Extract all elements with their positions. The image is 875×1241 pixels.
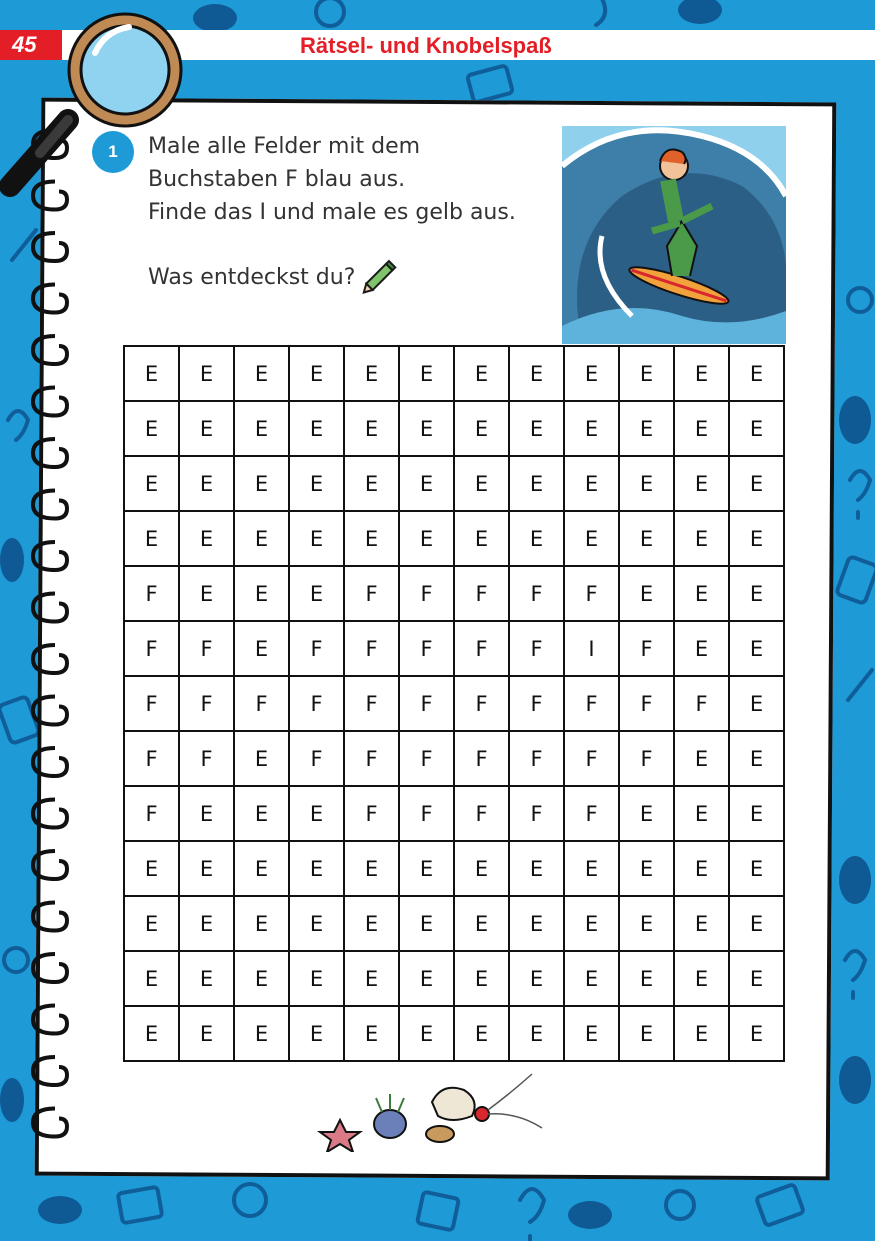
grid-cell[interactable]: E	[344, 346, 399, 401]
grid-cell[interactable]: E	[454, 896, 509, 951]
grid-cell[interactable]: F	[289, 676, 344, 731]
grid-cell[interactable]: F	[399, 786, 454, 841]
grid-cell[interactable]: E	[729, 1006, 784, 1061]
page-number: 45	[0, 30, 62, 60]
grid-cell[interactable]: E	[124, 896, 179, 951]
grid-cell[interactable]: E	[619, 951, 674, 1006]
instruction-line-3: Finde das I und male es gelb aus.	[148, 200, 516, 225]
grid-cell[interactable]: F	[124, 731, 179, 786]
grid-cell[interactable]: E	[289, 511, 344, 566]
grid-cell[interactable]: E	[234, 731, 289, 786]
grid-cell[interactable]: E	[564, 511, 619, 566]
grid-cell[interactable]: E	[564, 346, 619, 401]
page-title: Rätsel- und Knobelspaß	[300, 33, 552, 58]
grid-cell[interactable]: E	[124, 1006, 179, 1061]
shells-starfish-decoration	[312, 1072, 552, 1152]
grid-cell[interactable]: E	[729, 511, 784, 566]
grid-cell[interactable]: F	[619, 621, 674, 676]
grid-cell[interactable]: E	[729, 731, 784, 786]
grid-cell[interactable]: E	[619, 566, 674, 621]
grid-cell[interactable]: E	[454, 401, 509, 456]
question-text: Was entdeckst du?	[148, 265, 356, 290]
grid-cell[interactable]: F	[344, 621, 399, 676]
spiral-binding	[0, 120, 90, 1170]
grid-cell[interactable]: E	[619, 841, 674, 896]
grid-cell[interactable]: F	[619, 731, 674, 786]
grid-cell[interactable]: E	[564, 841, 619, 896]
grid-cell[interactable]: E	[399, 401, 454, 456]
grid-cell[interactable]: E	[344, 896, 399, 951]
grid-cell[interactable]: E	[289, 566, 344, 621]
grid-cell[interactable]: E	[674, 511, 729, 566]
grid-cell[interactable]: E	[729, 951, 784, 1006]
grid-row	[124, 786, 784, 841]
grid-cell[interactable]: F	[344, 566, 399, 621]
grid-cell[interactable]: F	[399, 731, 454, 786]
grid-row	[124, 731, 784, 786]
grid-cell[interactable]: E	[234, 896, 289, 951]
grid-cell[interactable]: F	[619, 676, 674, 731]
grid-cell[interactable]: F	[564, 731, 619, 786]
grid-cell[interactable]: E	[179, 401, 234, 456]
grid-cell[interactable]: E	[729, 786, 784, 841]
grid-cell[interactable]: E	[399, 346, 454, 401]
grid-cell[interactable]: F	[399, 676, 454, 731]
grid-cell[interactable]: E	[179, 841, 234, 896]
grid-cell[interactable]: E	[234, 346, 289, 401]
grid-cell[interactable]: E	[729, 676, 784, 731]
grid-cell[interactable]: F	[179, 676, 234, 731]
grid-cell[interactable]: E	[564, 401, 619, 456]
grid-cell[interactable]: E	[399, 951, 454, 1006]
grid-cell[interactable]: E	[454, 511, 509, 566]
grid-cell[interactable]: E	[344, 1006, 399, 1061]
pencil-icon	[358, 258, 400, 298]
grid-cell[interactable]: F	[124, 676, 179, 731]
grid-row	[124, 566, 784, 621]
grid-cell[interactable]: E	[179, 1006, 234, 1061]
grid-cell[interactable]: E	[729, 456, 784, 511]
grid-cell[interactable]: E	[344, 951, 399, 1006]
grid-cell[interactable]: E	[509, 841, 564, 896]
grid-cell[interactable]: E	[729, 621, 784, 676]
grid-cell[interactable]: E	[234, 401, 289, 456]
grid-cell[interactable]: F	[124, 621, 179, 676]
grid-cell[interactable]: E	[179, 951, 234, 1006]
grid-cell[interactable]: E	[289, 786, 344, 841]
grid-cell[interactable]: E	[344, 511, 399, 566]
grid-cell[interactable]: E	[509, 951, 564, 1006]
grid-cell[interactable]: E	[179, 456, 234, 511]
grid-cell[interactable]: E	[509, 401, 564, 456]
grid-cell[interactable]: F	[564, 786, 619, 841]
grid-cell[interactable]: E	[234, 621, 289, 676]
grid-cell[interactable]: F	[454, 786, 509, 841]
letter-grid	[123, 345, 785, 1062]
grid-cell[interactable]: E	[674, 841, 729, 896]
grid-row	[124, 676, 784, 731]
grid-cell[interactable]: E	[729, 566, 784, 621]
grid-cell[interactable]: E	[344, 401, 399, 456]
grid-cell[interactable]: F	[124, 786, 179, 841]
grid-cell[interactable]: E	[399, 456, 454, 511]
grid-cell[interactable]: E	[674, 1006, 729, 1061]
grid-cell[interactable]: E	[289, 346, 344, 401]
grid-cell[interactable]: E	[454, 456, 509, 511]
grid-row	[124, 896, 784, 951]
grid-cell[interactable]: E	[674, 621, 729, 676]
grid-cell[interactable]: E	[124, 841, 179, 896]
grid-cell[interactable]: E	[124, 346, 179, 401]
grid-cell[interactable]: F	[674, 676, 729, 731]
grid-cell[interactable]: E	[674, 951, 729, 1006]
grid-cell[interactable]: E	[674, 896, 729, 951]
grid-cell[interactable]: E	[454, 1006, 509, 1061]
grid-cell[interactable]: E	[619, 896, 674, 951]
grid-cell[interactable]: F	[399, 566, 454, 621]
grid-cell[interactable]: F	[509, 676, 564, 731]
task-number-badge: 1	[92, 131, 134, 173]
grid-cell[interactable]: E	[234, 786, 289, 841]
grid-cell[interactable]: E	[619, 1006, 674, 1061]
grid-cell[interactable]: F	[454, 731, 509, 786]
grid-cell[interactable]: F	[289, 621, 344, 676]
grid-cell[interactable]: F	[454, 566, 509, 621]
grid-cell[interactable]: E	[509, 1006, 564, 1061]
grid-cell[interactable]: F	[509, 731, 564, 786]
grid-cell[interactable]: E	[619, 786, 674, 841]
grid-cell[interactable]: F	[234, 676, 289, 731]
grid-cell[interactable]: E	[729, 346, 784, 401]
grid-cell[interactable]: E	[289, 841, 344, 896]
grid-cell[interactable]: E	[674, 786, 729, 841]
grid-cell[interactable]: E	[399, 841, 454, 896]
grid-row	[124, 951, 784, 1006]
grid-cell[interactable]: E	[124, 951, 179, 1006]
grid-cell[interactable]: E	[289, 456, 344, 511]
grid-cell[interactable]: F	[454, 621, 509, 676]
grid-cell[interactable]: E	[234, 566, 289, 621]
grid-cell[interactable]: F	[344, 676, 399, 731]
grid-row	[124, 401, 784, 456]
grid-cell[interactable]: E	[344, 841, 399, 896]
grid-cell[interactable]: E	[399, 511, 454, 566]
grid-cell[interactable]: E	[234, 511, 289, 566]
grid-cell[interactable]: E	[234, 1006, 289, 1061]
grid-cell[interactable]: E	[509, 456, 564, 511]
grid-cell[interactable]: E	[454, 346, 509, 401]
grid-cell[interactable]: E	[179, 511, 234, 566]
grid-cell[interactable]: E	[619, 401, 674, 456]
grid-cell[interactable]: E	[619, 511, 674, 566]
grid-cell[interactable]: F	[399, 621, 454, 676]
grid-cell[interactable]: F	[344, 786, 399, 841]
grid-cell[interactable]: F	[179, 731, 234, 786]
grid-cell[interactable]: E	[289, 951, 344, 1006]
grid-cell[interactable]: E	[674, 346, 729, 401]
grid-cell[interactable]: F	[509, 566, 564, 621]
grid-cell[interactable]: E	[619, 346, 674, 401]
grid-cell[interactable]: E	[454, 951, 509, 1006]
grid-cell[interactable]: I	[564, 621, 619, 676]
grid-cell[interactable]: E	[234, 456, 289, 511]
grid-cell[interactable]: E	[124, 511, 179, 566]
grid-cell[interactable]: E	[179, 346, 234, 401]
grid-row	[124, 1006, 784, 1061]
grid-cell[interactable]: E	[124, 401, 179, 456]
grid-cell[interactable]: E	[674, 566, 729, 621]
grid-cell[interactable]: E	[179, 566, 234, 621]
grid-cell[interactable]: E	[289, 401, 344, 456]
grid-cell[interactable]: F	[509, 786, 564, 841]
grid-cell[interactable]: E	[674, 456, 729, 511]
grid-cell[interactable]: F	[564, 566, 619, 621]
grid-row	[124, 346, 784, 401]
grid-cell[interactable]: F	[564, 676, 619, 731]
grid-cell[interactable]: F	[124, 566, 179, 621]
grid-cell[interactable]: E	[729, 401, 784, 456]
grid-cell[interactable]: E	[564, 896, 619, 951]
grid-cell[interactable]: F	[179, 621, 234, 676]
grid-cell[interactable]: E	[674, 731, 729, 786]
instruction-line-1: Male alle Felder mit dem	[148, 134, 421, 159]
grid-cell[interactable]: E	[619, 456, 674, 511]
instruction-line-2: Buchstaben F blau aus.	[148, 167, 406, 192]
grid-cell[interactable]: F	[509, 621, 564, 676]
grid-cell[interactable]: E	[454, 841, 509, 896]
grid-cell[interactable]: E	[179, 786, 234, 841]
grid-cell[interactable]: E	[729, 841, 784, 896]
grid-cell[interactable]: E	[674, 401, 729, 456]
grid-cell[interactable]: E	[509, 346, 564, 401]
grid-cell[interactable]: E	[124, 456, 179, 511]
grid-cell[interactable]: E	[234, 951, 289, 1006]
grid-cell[interactable]: F	[344, 731, 399, 786]
grid-row	[124, 456, 784, 511]
grid-cell[interactable]: E	[729, 896, 784, 951]
grid-cell[interactable]: E	[399, 1006, 454, 1061]
grid-cell[interactable]: E	[509, 896, 564, 951]
grid-row	[124, 511, 784, 566]
surfer-illustration	[562, 126, 786, 344]
grid-cell[interactable]: E	[344, 456, 399, 511]
grid-cell[interactable]: E	[399, 896, 454, 951]
grid-cell[interactable]: E	[179, 896, 234, 951]
grid-cell[interactable]: E	[289, 1006, 344, 1061]
grid-cell[interactable]: E	[564, 456, 619, 511]
grid-cell[interactable]: E	[564, 1006, 619, 1061]
grid-cell[interactable]: E	[289, 896, 344, 951]
grid-cell[interactable]: E	[509, 511, 564, 566]
grid-cell[interactable]: F	[454, 676, 509, 731]
grid-cell[interactable]: E	[564, 951, 619, 1006]
grid-cell[interactable]: F	[289, 731, 344, 786]
grid-row	[124, 621, 784, 676]
grid-cell[interactable]: E	[234, 841, 289, 896]
grid-row	[124, 841, 784, 896]
